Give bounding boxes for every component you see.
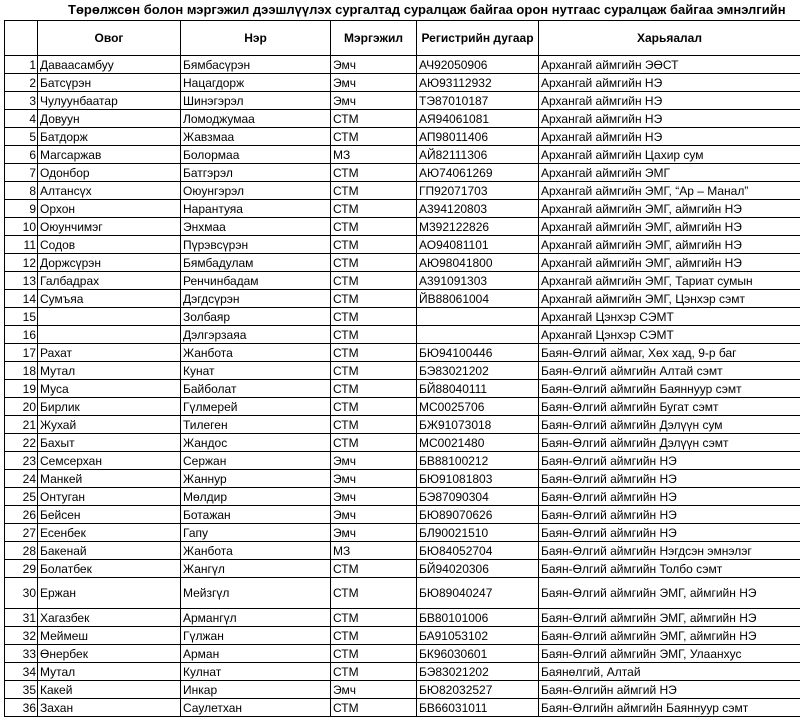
table-row xyxy=(5,164,800,182)
row-number: 33 xyxy=(5,645,38,663)
affiliation-cell: Баян-Өлгий аймгийн НЭ xyxy=(539,452,800,470)
row-number: 21 xyxy=(5,416,38,434)
affiliation-cell: Архангай аймгийн НЭ xyxy=(539,110,800,128)
surname-cell: Мутал xyxy=(38,663,181,681)
register-cell: АЮ74061269 xyxy=(417,164,539,182)
col-header-index xyxy=(5,21,38,56)
table-row xyxy=(5,542,800,560)
register-cell: АЙ82111306 xyxy=(417,146,539,164)
affiliation-cell: Архангай аймгийн НЭ xyxy=(539,92,800,110)
table-row xyxy=(5,434,800,452)
surname-cell: Бакенай xyxy=(38,542,181,560)
row-number: 4 xyxy=(5,110,38,128)
affiliation-cell: Архангай Цэнхэр СЭМТ xyxy=(539,308,800,326)
surname-cell: Алтансүх xyxy=(38,182,181,200)
affiliation-cell: Архангай аймгийн НЭ xyxy=(539,74,800,92)
specialty-cell: СТМ xyxy=(331,627,417,645)
affiliation-cell: Баян-Өлгий аймгийн Дэлүүн сэмт xyxy=(539,434,800,452)
affiliation-cell: Архангай Цэнхэр СЭМТ xyxy=(539,326,800,344)
register-cell: БВ66031011 xyxy=(417,699,539,717)
affiliation-cell: Баян-Өлгий аймгийн Дэлүүн сум xyxy=(539,416,800,434)
specialty-cell: МЗ xyxy=(331,542,417,560)
col-header-register: Регистрийн дугаар xyxy=(417,21,539,56)
specialty-cell: СТМ xyxy=(331,254,417,272)
affiliation-cell: Баян-Өлгий аймгийн НЭ xyxy=(539,506,800,524)
register-cell: ЙВ88061004 xyxy=(417,290,539,308)
table-row xyxy=(5,254,800,272)
table-row xyxy=(5,200,800,218)
affiliation-cell: Баян-Өлгий аймгийн НЭ xyxy=(539,470,800,488)
register-cell: БЭ83021202 xyxy=(417,663,539,681)
register-cell: БВ88100212 xyxy=(417,452,539,470)
surname-cell: Есенбек xyxy=(38,524,181,542)
table-row xyxy=(5,663,800,681)
name-cell: Армангүл xyxy=(181,609,331,627)
table-row xyxy=(5,182,800,200)
affiliation-cell: Баян-Өлгий аймгийн НЭ xyxy=(539,488,800,506)
table-row xyxy=(5,290,800,308)
specialty-cell: СТМ xyxy=(331,578,417,609)
surname-cell: Захан xyxy=(38,699,181,717)
register-cell: АЧ92050906 xyxy=(417,56,539,74)
row-number: 30 xyxy=(5,578,38,609)
name-cell: Жангүл xyxy=(181,560,331,578)
specialty-cell: СТМ xyxy=(331,609,417,627)
row-number: 29 xyxy=(5,560,38,578)
table-row xyxy=(5,146,800,164)
name-cell: Ломоджумаа xyxy=(181,110,331,128)
name-cell: Саулетхан xyxy=(181,699,331,717)
surname-cell xyxy=(38,308,181,326)
register-cell: БВ80101006 xyxy=(417,609,539,627)
col-header-affiliation: Харьяалал xyxy=(539,21,800,56)
register-cell: ТЭ87010187 xyxy=(417,92,539,110)
affiliation-cell: Архангай аймгийн ЭМГ, аймгийн НЭ xyxy=(539,254,800,272)
row-number: 11 xyxy=(5,236,38,254)
table-row xyxy=(5,452,800,470)
row-number: 36 xyxy=(5,699,38,717)
row-number: 31 xyxy=(5,609,38,627)
specialty-cell: СТМ xyxy=(331,434,417,452)
register-cell xyxy=(417,326,539,344)
specialty-cell: СТМ xyxy=(331,236,417,254)
name-cell: Бямбасүрэн xyxy=(181,56,331,74)
table-row xyxy=(5,506,800,524)
name-cell: Шинэгэрэл xyxy=(181,92,331,110)
register-cell: БЛ90021510 xyxy=(417,524,539,542)
row-number: 1 xyxy=(5,56,38,74)
row-number: 20 xyxy=(5,398,38,416)
register-cell: БЮ84052704 xyxy=(417,542,539,560)
row-number: 15 xyxy=(5,308,38,326)
row-number: 2 xyxy=(5,74,38,92)
specialty-cell: СТМ xyxy=(331,362,417,380)
name-cell: Жавзмаа xyxy=(181,128,331,146)
table-row xyxy=(5,681,800,699)
affiliation-cell: Баян-Өлгий аймгийн ЭМГ, аймгийн НЭ xyxy=(539,627,800,645)
affiliation-cell: Архангай аймгийн ЭМГ, Тариат сумын xyxy=(539,272,800,290)
row-number: 9 xyxy=(5,200,38,218)
row-number: 10 xyxy=(5,218,38,236)
table-row xyxy=(5,488,800,506)
row-number: 24 xyxy=(5,470,38,488)
table-row xyxy=(5,56,800,74)
table-row xyxy=(5,645,800,663)
table-row xyxy=(5,470,800,488)
name-cell: Пүрэвсүрэн xyxy=(181,236,331,254)
table-row xyxy=(5,627,800,645)
name-cell: Нарантуяа xyxy=(181,200,331,218)
register-cell: АО94081101 xyxy=(417,236,539,254)
surname-cell: Меймеш xyxy=(38,627,181,645)
surname-cell: Сумъяа xyxy=(38,290,181,308)
surname-cell: Оюунчимэг xyxy=(38,218,181,236)
table-row xyxy=(5,578,800,609)
specialty-cell: Эмч xyxy=(331,56,417,74)
surname-cell: Муса xyxy=(38,380,181,398)
affiliation-cell: Баян-Өлгий аймгийн Алтай сэмт xyxy=(539,362,800,380)
surname-cell: Даваасамбуу xyxy=(38,56,181,74)
affiliation-cell: Баян-Өлгий аймгийн НЭ xyxy=(539,524,800,542)
register-cell: А394120803 xyxy=(417,200,539,218)
table-row xyxy=(5,218,800,236)
table-row xyxy=(5,362,800,380)
affiliation-cell: Архангай аймгийн ЭМГ, Цэнхэр сэмт xyxy=(539,290,800,308)
affiliation-cell: Баян-Өлгийн аймгий НЭ xyxy=(539,681,800,699)
name-cell: Оюунгэрэл xyxy=(181,182,331,200)
table-row xyxy=(5,560,800,578)
register-cell: А391091303 xyxy=(417,272,539,290)
surname-cell: Доржсүрэн xyxy=(38,254,181,272)
specialty-cell: СТМ xyxy=(331,218,417,236)
surname-cell: Болатбек xyxy=(38,560,181,578)
surname-cell xyxy=(38,326,181,344)
surname-cell: Ержан xyxy=(38,578,181,609)
row-number: 19 xyxy=(5,380,38,398)
affiliation-cell: Баян-Өлгий аймгийн Толбо сэмт xyxy=(539,560,800,578)
surname-cell: Содов xyxy=(38,236,181,254)
surname-cell: Бейсен xyxy=(38,506,181,524)
name-cell: Байболат xyxy=(181,380,331,398)
specialty-cell: СТМ xyxy=(331,200,417,218)
name-cell: Жандос xyxy=(181,434,331,452)
name-cell: Дэлгэрзаяа xyxy=(181,326,331,344)
specialty-cell: Эмч xyxy=(331,488,417,506)
specialty-cell: Эмч xyxy=(331,506,417,524)
specialty-cell: Эмч xyxy=(331,452,417,470)
specialty-cell: Эмч xyxy=(331,681,417,699)
surname-cell: Одонбор xyxy=(38,164,181,182)
surname-cell: Жухай xyxy=(38,416,181,434)
name-cell: Гүлмерей xyxy=(181,398,331,416)
register-cell: БЭ87090304 xyxy=(417,488,539,506)
name-cell: Тилеген xyxy=(181,416,331,434)
affiliation-cell: Архангай аймгийн ЭМГ, аймгийн НЭ xyxy=(539,218,800,236)
row-number: 27 xyxy=(5,524,38,542)
register-cell: БА91053102 xyxy=(417,627,539,645)
name-cell: Бямбадулам xyxy=(181,254,331,272)
table-row xyxy=(5,308,800,326)
specialty-cell: СТМ xyxy=(331,645,417,663)
name-cell: Ренчинбадам xyxy=(181,272,331,290)
register-cell: БЙ88040111 xyxy=(417,380,539,398)
affiliation-cell: Архангай аймгийн ЭМГ, аймгийн НЭ xyxy=(539,236,800,254)
surname-cell: Манкей xyxy=(38,470,181,488)
specialty-cell: СТМ xyxy=(331,560,417,578)
name-cell: Мөлдир xyxy=(181,488,331,506)
register-cell: АЮ93112932 xyxy=(417,74,539,92)
surname-cell: Батдорж xyxy=(38,128,181,146)
specialty-cell: Эмч xyxy=(331,74,417,92)
table-row xyxy=(5,609,800,627)
name-cell: Жанбота xyxy=(181,344,331,362)
surname-cell: Галбадрах xyxy=(38,272,181,290)
register-cell: БЭ83021202 xyxy=(417,362,539,380)
register-cell: БЮ91081803 xyxy=(417,470,539,488)
register-cell: АЮ98041800 xyxy=(417,254,539,272)
row-number: 28 xyxy=(5,542,38,560)
surname-cell: Бирлик xyxy=(38,398,181,416)
surname-cell: Магсаржав xyxy=(38,146,181,164)
table-row xyxy=(5,326,800,344)
name-cell: Кунат xyxy=(181,362,331,380)
specialty-cell: Эмч xyxy=(331,524,417,542)
register-cell: М392122826 xyxy=(417,218,539,236)
staff-table xyxy=(4,20,800,717)
table-row xyxy=(5,236,800,254)
register-cell: БЖ91073018 xyxy=(417,416,539,434)
affiliation-cell: Архангай аймгийн Цахир сум xyxy=(539,146,800,164)
row-number: 14 xyxy=(5,290,38,308)
table-row xyxy=(5,380,800,398)
register-cell: БЮ82032527 xyxy=(417,681,539,699)
table-row xyxy=(5,699,800,717)
affiliation-cell: Баянөлгий, Алтай xyxy=(539,663,800,681)
table-row xyxy=(5,74,800,92)
register-cell: БЙ94020306 xyxy=(417,560,539,578)
surname-cell: Рахат xyxy=(38,344,181,362)
surname-cell: Чулуунбаатар xyxy=(38,92,181,110)
name-cell: Сержан xyxy=(181,452,331,470)
specialty-cell: СТМ xyxy=(331,290,417,308)
surname-cell: Батсүрэн xyxy=(38,74,181,92)
specialty-cell: СТМ xyxy=(331,128,417,146)
table-row xyxy=(5,92,800,110)
table-row xyxy=(5,110,800,128)
table-row xyxy=(5,344,800,362)
register-cell: БЮ89070626 xyxy=(417,506,539,524)
affiliation-cell: Баян-Өлгий аймгийн ЭМГ, аймгийн НЭ xyxy=(539,578,800,609)
affiliation-cell: Архангай аймгийн ЭМГ xyxy=(539,164,800,182)
name-cell: Инкар xyxy=(181,681,331,699)
register-cell: БЮ94100446 xyxy=(417,344,539,362)
col-header-name: Нэр xyxy=(181,21,331,56)
specialty-cell: СТМ xyxy=(331,326,417,344)
register-cell: АЯ94061081 xyxy=(417,110,539,128)
name-cell: Ботажан xyxy=(181,506,331,524)
name-cell: Гапу xyxy=(181,524,331,542)
name-cell: Нацагдорж xyxy=(181,74,331,92)
page-title: Төрөлжсөн болон мэргэжил дээшлүүлэх сургалтад суралцаж байгаа орон нутгаас суралцаж байгаа эмнэлгийн xyxy=(68,2,786,17)
name-cell: Кулнат xyxy=(181,663,331,681)
name-cell: Арман xyxy=(181,645,331,663)
affiliation-cell: Баян-Өлгий аймгийн Бугат сэмт xyxy=(539,398,800,416)
surname-cell: Семсерхан xyxy=(38,452,181,470)
register-cell: МС0025706 xyxy=(417,398,539,416)
specialty-cell: Эмч xyxy=(331,92,417,110)
row-number: 34 xyxy=(5,663,38,681)
name-cell: Болормаа xyxy=(181,146,331,164)
affiliation-cell: Баян-Өлгий аймгийн Нэгдсэн эмнэлэг xyxy=(539,542,800,560)
name-cell: Энхмаа xyxy=(181,218,331,236)
col-header-surname: Овог xyxy=(38,21,181,56)
specialty-cell: СТМ xyxy=(331,164,417,182)
specialty-cell: СТМ xyxy=(331,182,417,200)
surname-cell: Орхон xyxy=(38,200,181,218)
specialty-cell: СТМ xyxy=(331,699,417,717)
row-number: 22 xyxy=(5,434,38,452)
specialty-cell: СТМ xyxy=(331,663,417,681)
specialty-cell: СТМ xyxy=(331,416,417,434)
row-number: 12 xyxy=(5,254,38,272)
specialty-cell: СТМ xyxy=(331,344,417,362)
specialty-cell: МЗ xyxy=(331,146,417,164)
name-cell: Жаннур xyxy=(181,470,331,488)
row-number: 5 xyxy=(5,128,38,146)
register-cell: БК96030601 xyxy=(417,645,539,663)
affiliation-cell: Баян-Өлгий аймгийн ЭМГ, Улаанхус xyxy=(539,645,800,663)
name-cell: Гүлжан xyxy=(181,627,331,645)
specialty-cell: Эмч xyxy=(331,470,417,488)
surname-cell: Өнербек xyxy=(38,645,181,663)
surname-cell: Бахыт xyxy=(38,434,181,452)
name-cell: Мейзгүл xyxy=(181,578,331,609)
affiliation-cell: Архангай аймгийн ЭӨСТ xyxy=(539,56,800,74)
table-row xyxy=(5,416,800,434)
surname-cell: Мутал xyxy=(38,362,181,380)
specialty-cell: СТМ xyxy=(331,308,417,326)
affiliation-cell: Баян-Өлгий аймгийн Баяннуур сэмт xyxy=(539,380,800,398)
col-header-specialty: Мэргэжил xyxy=(331,21,417,56)
table-row xyxy=(5,398,800,416)
name-cell: Батгэрэл xyxy=(181,164,331,182)
table-row xyxy=(5,524,800,542)
surname-cell: Онтуган xyxy=(38,488,181,506)
name-cell: Жанбота xyxy=(181,542,331,560)
row-number: 7 xyxy=(5,164,38,182)
row-number: 8 xyxy=(5,182,38,200)
name-cell: Золбаяр xyxy=(181,308,331,326)
register-cell: БЮ89040247 xyxy=(417,578,539,609)
affiliation-cell: Архангай аймгийн ЭМГ, “Ар – Манал” xyxy=(539,182,800,200)
table-header-row xyxy=(5,21,800,56)
surname-cell: Хагазбек xyxy=(38,609,181,627)
surname-cell: Какей xyxy=(38,681,181,699)
row-number: 18 xyxy=(5,362,38,380)
row-number: 6 xyxy=(5,146,38,164)
register-cell: ГП92071703 xyxy=(417,182,539,200)
affiliation-cell: Баян-Өлгий аймаг, Хөх хад, 9-р баг xyxy=(539,344,800,362)
row-number: 16 xyxy=(5,326,38,344)
affiliation-cell: Архангай аймгийн ЭМГ, аймгийн НЭ xyxy=(539,200,800,218)
specialty-cell: СТМ xyxy=(331,272,417,290)
name-cell: Дэгдсүрэн xyxy=(181,290,331,308)
row-number: 32 xyxy=(5,627,38,645)
table-row xyxy=(5,128,800,146)
row-number: 35 xyxy=(5,681,38,699)
table-row xyxy=(5,272,800,290)
affiliation-cell: Архангай аймгийн НЭ xyxy=(539,128,800,146)
specialty-cell: СТМ xyxy=(331,380,417,398)
row-number: 13 xyxy=(5,272,38,290)
specialty-cell: СТМ xyxy=(331,398,417,416)
row-number: 26 xyxy=(5,506,38,524)
row-number: 25 xyxy=(5,488,38,506)
affiliation-cell: Баян-Өлгий аймгийн ЭМГ, аймгийн НЭ xyxy=(539,609,800,627)
register-cell xyxy=(417,308,539,326)
row-number: 23 xyxy=(5,452,38,470)
specialty-cell: СТМ xyxy=(331,110,417,128)
affiliation-cell: Баян-Өлгийн аймгийн Баяннуур сэмт xyxy=(539,699,800,717)
register-cell: АП98011406 xyxy=(417,128,539,146)
row-number: 3 xyxy=(5,92,38,110)
register-cell: МС0021480 xyxy=(417,434,539,452)
row-number: 17 xyxy=(5,344,38,362)
surname-cell: Довуун xyxy=(38,110,181,128)
